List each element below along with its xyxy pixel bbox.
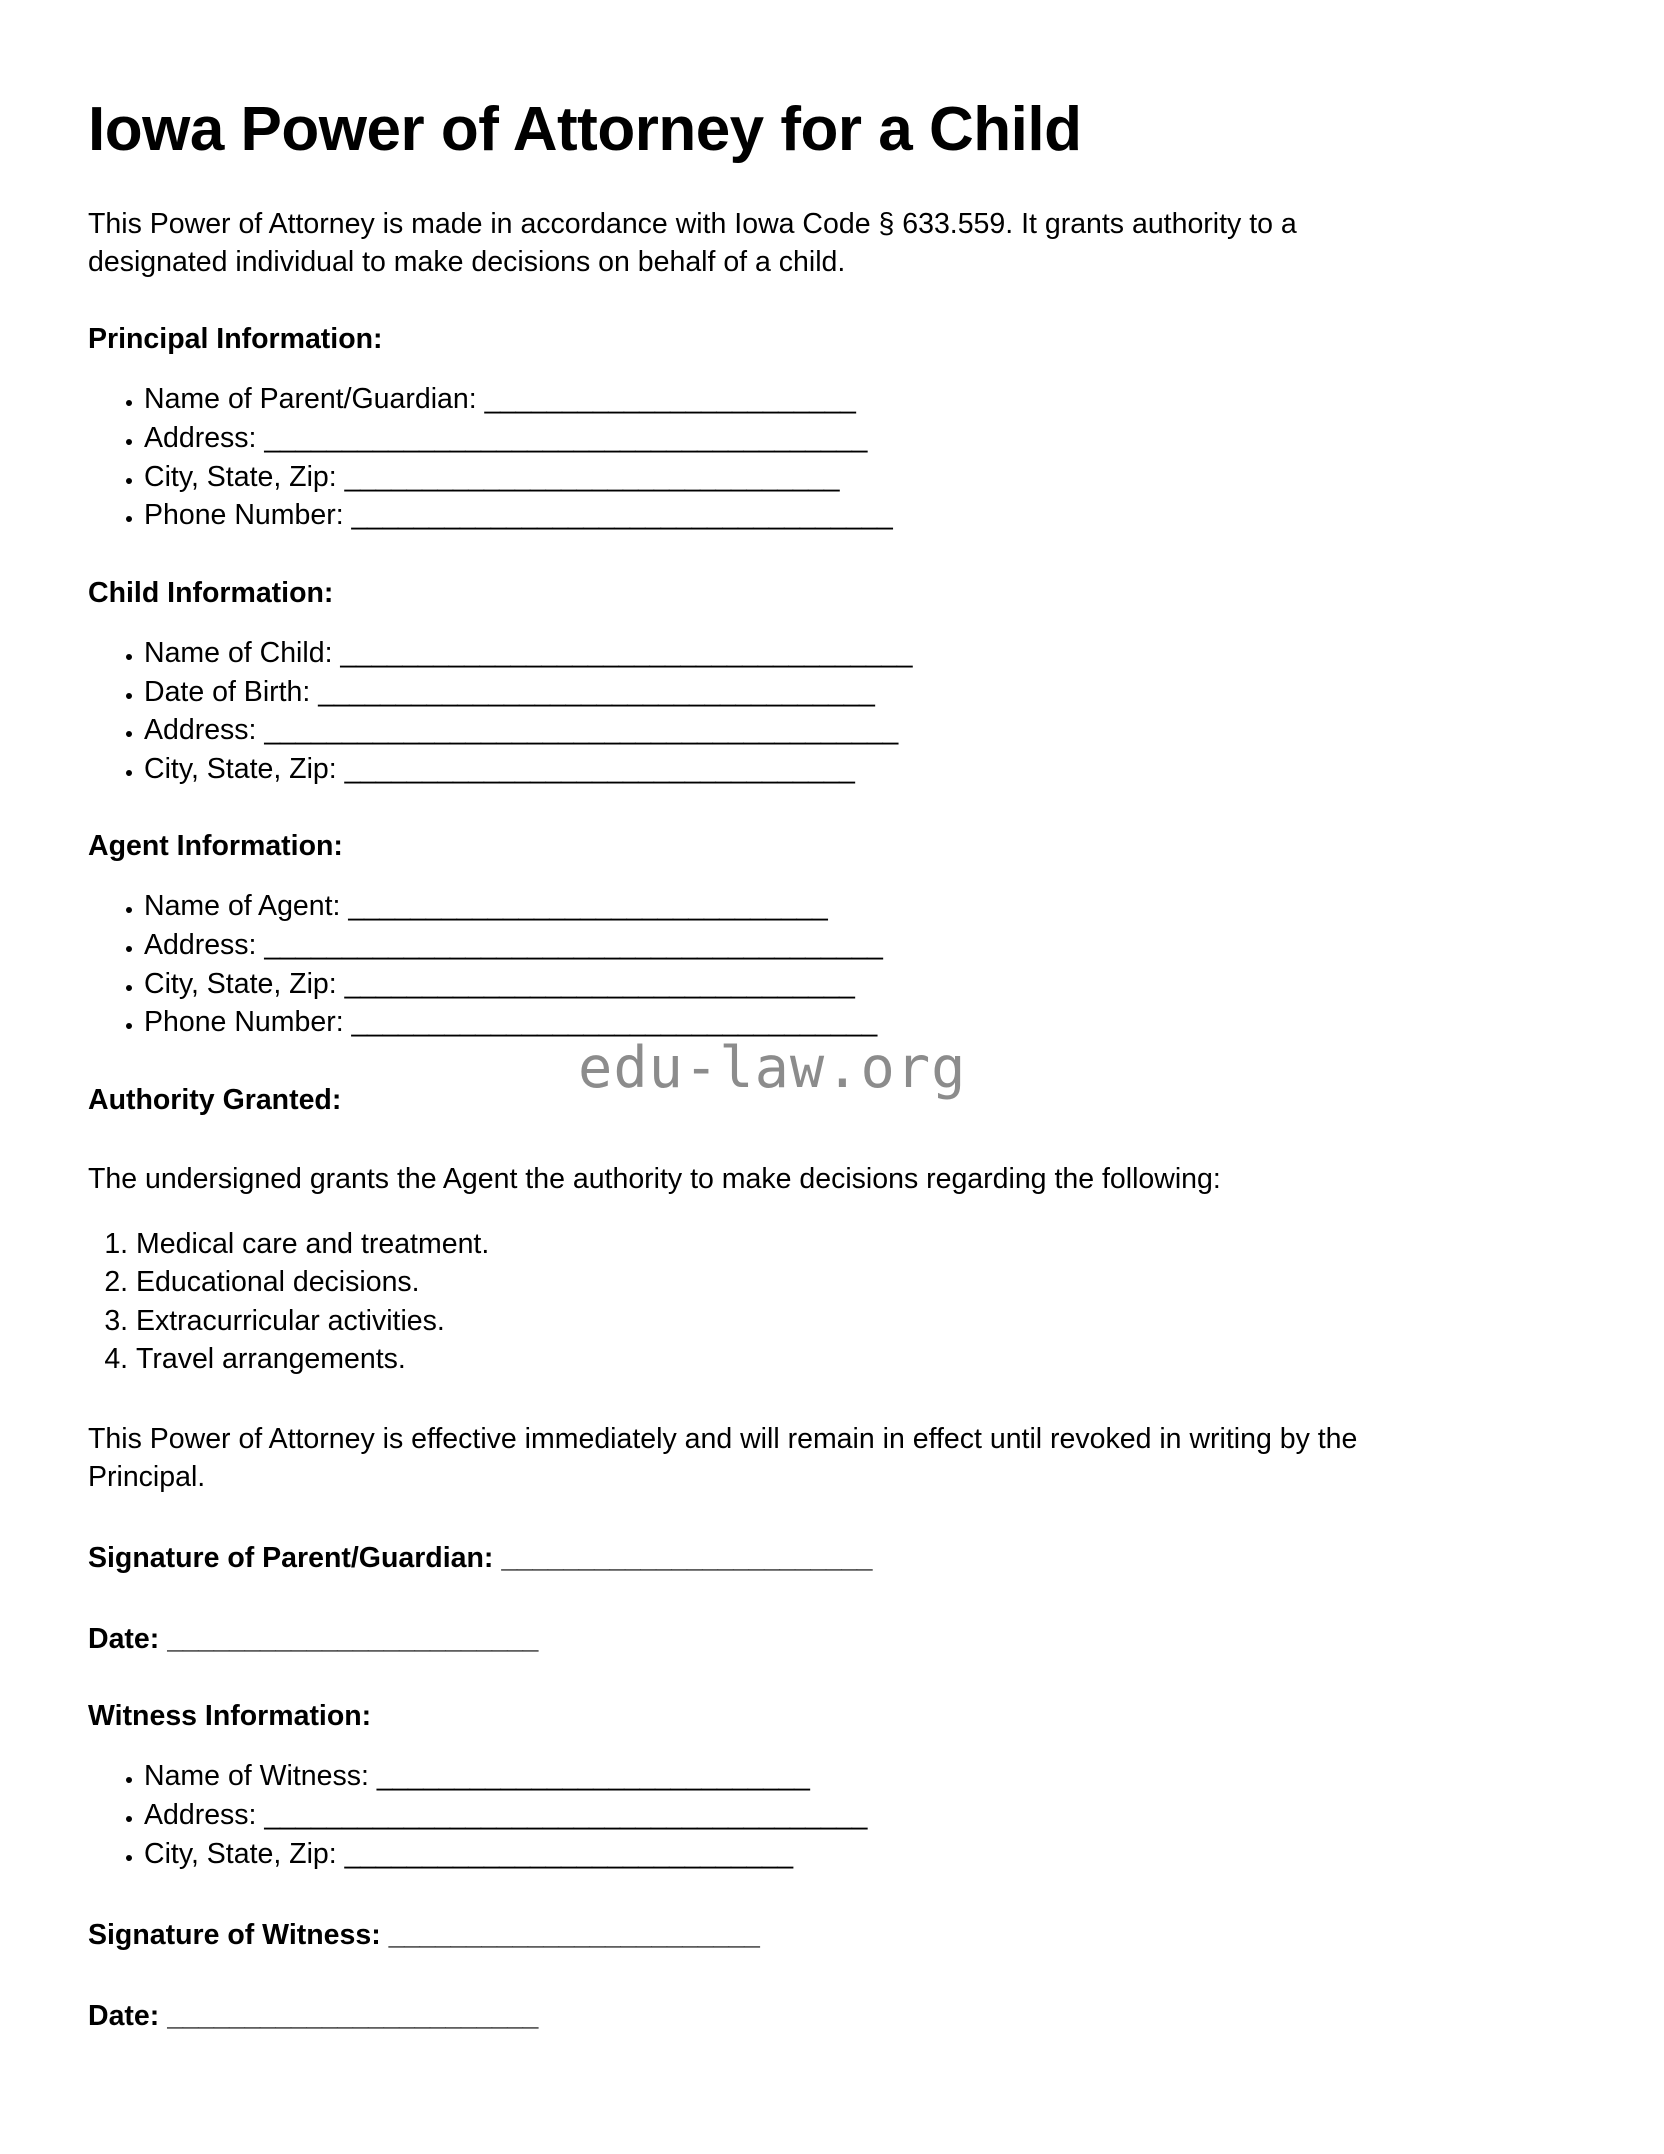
field-label: Address: — [144, 929, 257, 962]
field-label: Date of Birth: — [144, 675, 311, 708]
list-item — [144, 673, 1548, 712]
list-item: 2. Educational decisions. — [136, 1263, 1548, 1302]
field-blank[interactable]: _________________________________ — [344, 967, 855, 1000]
list-item: 3. Extracurricular activities. — [136, 1302, 1548, 1341]
field-label: Phone Number: — [144, 1006, 344, 1039]
field-blank[interactable]: ________________________________________ — [264, 929, 883, 962]
parent-signature-blank[interactable]: ________________________ — [501, 1542, 873, 1575]
field-blank[interactable]: ___________________________________ — [351, 499, 893, 532]
principal-field-list — [88, 380, 1548, 534]
witness-date-line — [88, 1998, 1548, 2035]
field-blank[interactable]: ________________________ — [484, 383, 856, 416]
child-information-heading: Child Information: — [88, 576, 334, 609]
list-item — [144, 1835, 1548, 1874]
parent-signature-label: Signature of Parent/Guardian: — [88, 1542, 494, 1575]
witness-signature-blank[interactable]: ________________________ — [388, 1919, 760, 1952]
list-item — [144, 711, 1548, 750]
parent-date-label: Date: — [88, 1623, 160, 1656]
witness-signature-label: Signature of Witness: — [88, 1919, 381, 1952]
agent-field-list — [88, 887, 1548, 1041]
field-blank[interactable]: _____________________________________ — [340, 636, 913, 669]
principal-information-heading: Principal Information: — [88, 323, 383, 356]
field-blank[interactable]: _______________________________________ — [264, 1798, 867, 1831]
field-label: Name of Agent: — [144, 890, 341, 923]
site-watermark: edu-law.org — [578, 1035, 967, 1101]
field-label: City, State, Zip: — [144, 1837, 337, 1870]
document-content — [88, 96, 1548, 2035]
field-label: Name of Witness: — [144, 1760, 369, 1793]
witness-field-list — [88, 1757, 1548, 1873]
authority-intro-paragraph: The undersigned grants the Agent the authority to make decisions regarding the following: — [88, 1162, 1221, 1195]
witness-date-label: Date: — [88, 2000, 160, 2033]
list-item — [144, 926, 1548, 965]
list-item: 4. Travel arrangements. — [136, 1340, 1548, 1379]
authority-list — [88, 1225, 1548, 1379]
intro-paragraph: This Power of Attorney is made in accordance with Iowa Code § 633.559. It grants authority to a designated individual to make decisions on behalf of a child. — [88, 208, 1297, 278]
field-blank[interactable]: _____________________________ — [344, 1837, 793, 1870]
field-label: City, State, Zip: — [144, 967, 337, 1000]
field-label: Phone Number: — [144, 499, 344, 532]
parent-signature-line — [88, 1540, 1548, 1577]
field-label: City, State, Zip: — [144, 460, 337, 493]
list-item — [144, 1796, 1548, 1835]
field-blank[interactable]: ________________________________ — [344, 460, 840, 493]
field-blank[interactable]: _______________________________ — [348, 890, 828, 923]
field-label: Name of Parent/Guardian: — [144, 383, 477, 416]
parent-date-blank[interactable]: ________________________ — [167, 1623, 538, 1656]
authority-granted-heading: Authority Granted: — [88, 1083, 342, 1116]
field-blank[interactable]: __________________________________ — [351, 1006, 877, 1039]
field-blank[interactable]: _______________________________________ — [264, 422, 867, 455]
field-blank[interactable]: _________________________________________ — [264, 714, 898, 747]
list-item — [144, 1757, 1548, 1796]
page-title: Iowa Power of Attorney for a Child — [88, 95, 1082, 164]
agent-information-heading: Agent Information: — [88, 830, 343, 863]
list-item — [144, 458, 1548, 497]
field-label: Address: — [144, 1798, 257, 1831]
field-label: City, State, Zip: — [144, 752, 337, 785]
list-item — [144, 750, 1548, 789]
field-label: Address: — [144, 714, 257, 747]
field-label: Address: — [144, 422, 257, 455]
field-blank[interactable]: ____________________________________ — [318, 675, 875, 708]
list-item — [144, 419, 1548, 458]
list-item — [144, 634, 1548, 673]
list-item — [144, 887, 1548, 926]
list-item — [144, 496, 1548, 535]
field-label: Name of Child: — [144, 636, 333, 669]
list-item: 1. Medical care and treatment. — [136, 1225, 1548, 1264]
field-blank[interactable]: _________________________________ — [344, 752, 855, 785]
list-item — [144, 380, 1548, 419]
witness-signature-line — [88, 1917, 1548, 1954]
field-blank[interactable]: ____________________________ — [376, 1760, 810, 1793]
child-field-list — [88, 634, 1548, 788]
witness-information-heading: Witness Information: — [88, 1700, 372, 1733]
list-item — [144, 965, 1548, 1004]
parent-date-line — [88, 1621, 1548, 1658]
witness-date-blank[interactable]: ________________________ — [167, 2000, 538, 2033]
effective-note-paragraph: This Power of Attorney is effective immediately and will remain in effect until revoked in writing by the Principal. — [88, 1422, 1358, 1493]
list-item — [144, 1003, 1548, 1042]
